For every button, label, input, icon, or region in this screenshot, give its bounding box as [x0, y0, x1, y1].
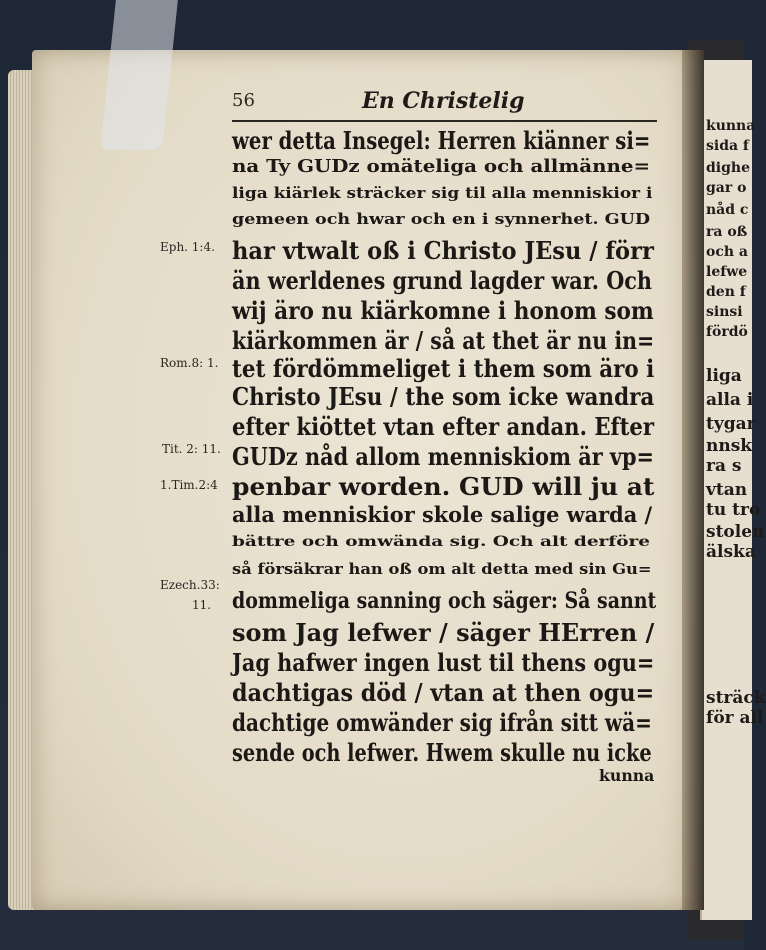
- text-line: bättre och omwända sig. Och alt derföre: [232, 534, 651, 550]
- facing-page-line: tu tro: [706, 500, 761, 520]
- facing-page-line: sträck: [706, 688, 766, 708]
- facing-page-line: lefwe: [706, 264, 748, 280]
- text-line: wer detta Insegel: Herren kiänner si=: [232, 126, 651, 155]
- facing-page: [700, 60, 766, 920]
- facing-page-line: och a: [706, 244, 748, 260]
- facing-page-line: alla i: [706, 390, 754, 410]
- text-line: har vtwalt oß i Christo JEsu / förr: [232, 236, 654, 265]
- scripture-reference: Eph. 1:4.: [160, 240, 215, 254]
- text-line: kunna: [599, 766, 655, 785]
- text-line: sende och lefwer. Hwem skulle nu icke: [232, 738, 652, 767]
- scripture-reference: Tit. 2: 11.: [162, 442, 221, 456]
- text-line: GUDz nåd allom menniskiom är vp=: [232, 442, 654, 471]
- text-line: wij äro nu kiärkomne i honom som: [232, 296, 654, 325]
- facing-page-line: sida f: [706, 138, 749, 154]
- text-line: penbar worden. GUD will ju at: [232, 472, 655, 501]
- text-line: gemeen och hwar och en i synnerhet. GUD: [232, 210, 651, 228]
- text-line: tet fördömmeliget i them som äro i: [232, 354, 655, 383]
- text-line: Christo JEsu / the som icke wandra: [232, 382, 655, 411]
- facing-page-line: kunna: [706, 118, 756, 134]
- text-line: dommeliga sanning och säger: Så sannt: [232, 588, 657, 614]
- text-line: Jag hafwer ingen lust til thens ogu=: [232, 648, 655, 677]
- facing-page-line: ra s: [706, 456, 742, 476]
- page-number: 56: [232, 90, 255, 111]
- scripture-reference: Ezech.33:: [160, 578, 220, 592]
- facing-page-line: fördö: [706, 324, 748, 340]
- running-header: [232, 86, 657, 122]
- text-line: dachtige omwänder sig ifrån sitt wä=: [232, 708, 652, 737]
- facing-page-line: liga: [706, 366, 742, 386]
- text-line: dachtigas död / vtan at then ogu=: [232, 678, 655, 707]
- scripture-reference: Rom.8: 1.: [160, 356, 219, 370]
- facing-page-line: för all: [706, 708, 764, 728]
- text-line: efter kiöttet vtan efter andan. Efter: [232, 412, 655, 441]
- text-line: som Jag lefwer / säger HErren /: [232, 618, 655, 647]
- facing-page-line: nåd c: [706, 202, 749, 218]
- scripture-reference: 1.Tim.2:4: [160, 478, 218, 492]
- text-line: så försäkrar han oß om alt detta med sin Gu=: [232, 560, 652, 578]
- facing-page-line: gar o: [706, 180, 747, 196]
- facing-page-line: nnsk: [706, 436, 753, 456]
- text-line: än werldenes grund lagder war. Och: [232, 266, 652, 295]
- facing-page-line: tygar: [706, 414, 756, 434]
- facing-page-line: stolen: [706, 522, 765, 542]
- text-line: alla menniskior skole salige warda /: [232, 502, 653, 527]
- facing-page-line: vtan: [706, 480, 748, 500]
- facing-page-line: älska: [706, 542, 756, 562]
- facing-page-line: den f: [706, 284, 746, 300]
- facing-page-line: ra oß: [706, 224, 748, 240]
- text-line: kiärkommen är / så at thet är nu in=: [232, 326, 655, 355]
- running-title: En Christelig: [362, 88, 525, 114]
- text-line: liga kiärlek sträcker sig til alla menniskior i: [232, 184, 653, 202]
- facing-page-line: sinsi: [706, 304, 743, 320]
- facing-page-line: dighe: [706, 160, 750, 176]
- scripture-reference: 11.: [192, 598, 212, 612]
- book-gutter: [682, 50, 704, 910]
- text-line: na Ty GUDz omäteliga och allmänne=: [232, 156, 651, 177]
